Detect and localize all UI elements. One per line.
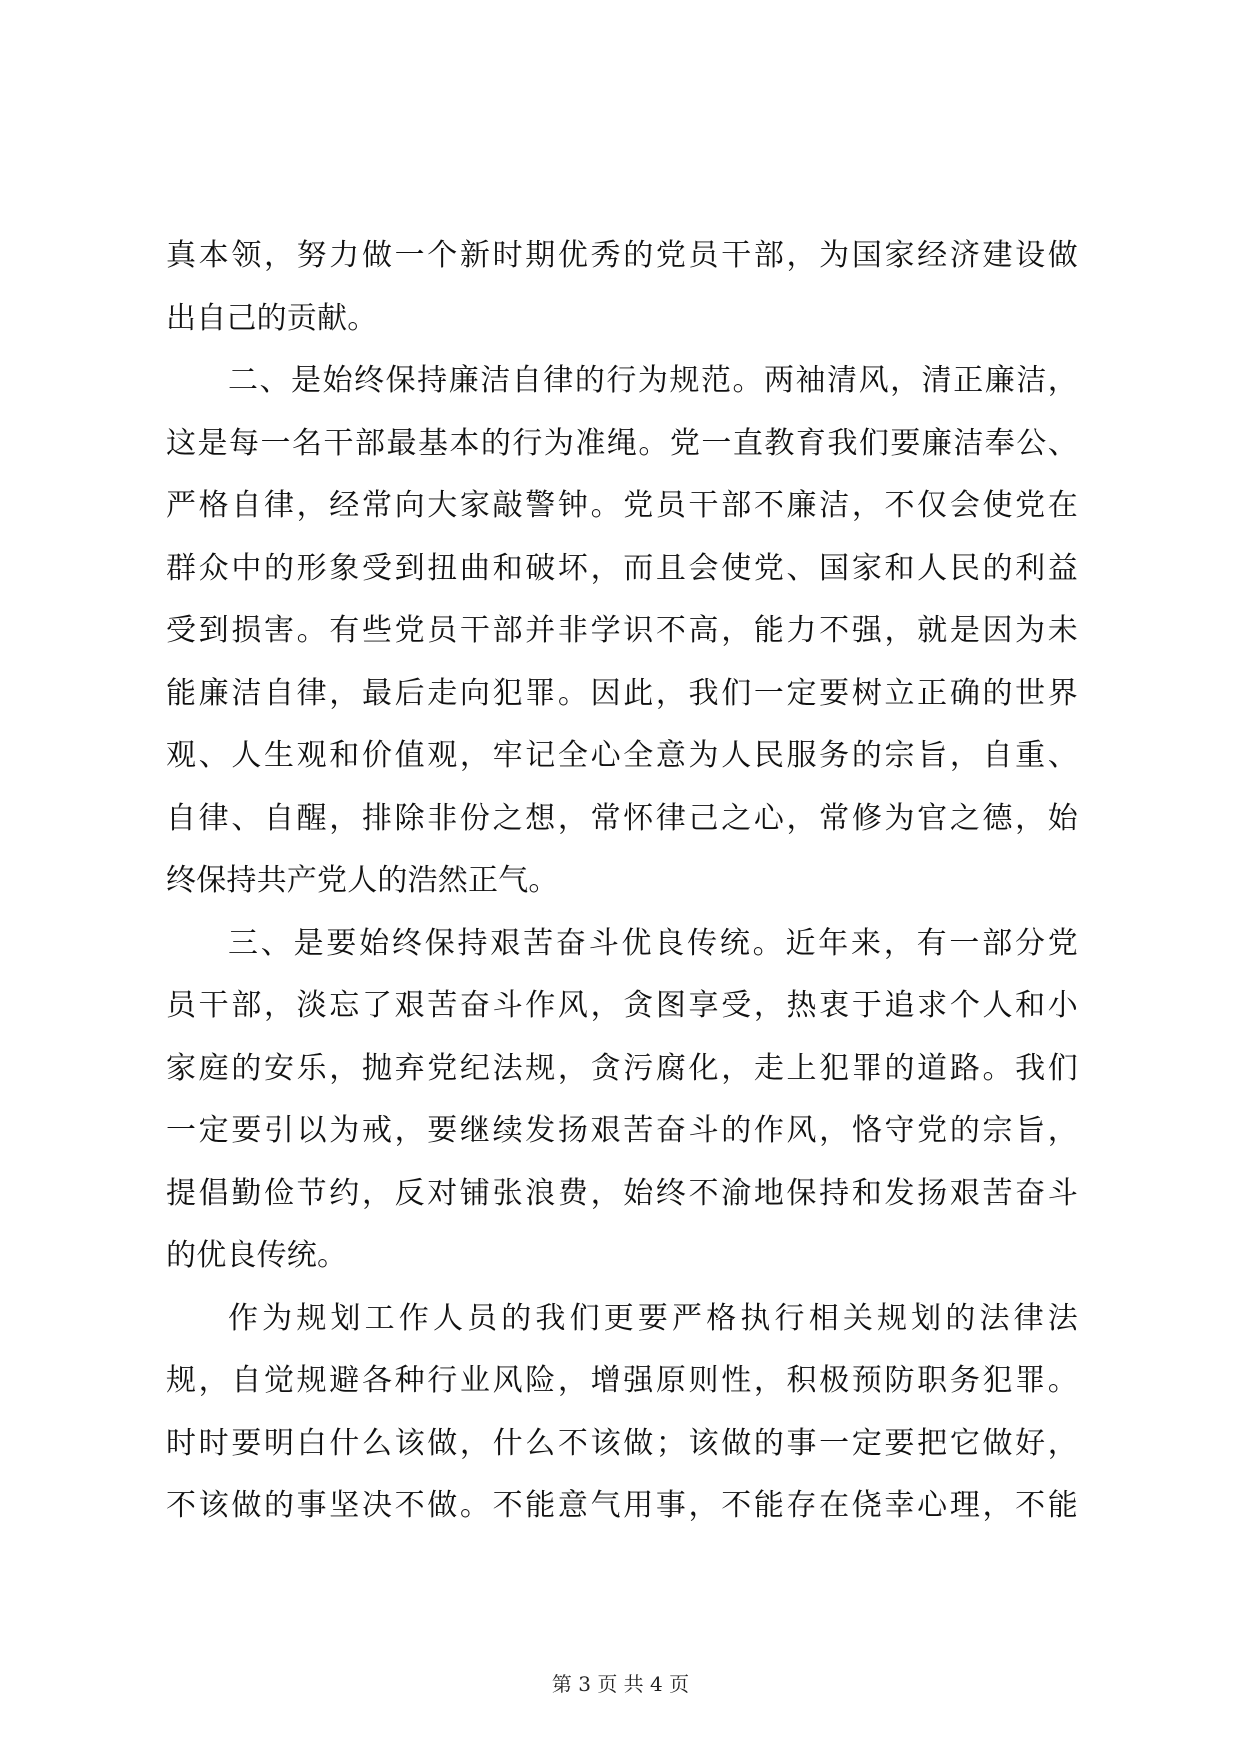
paragraph xyxy=(166,350,1078,913)
text-line: 能廉洁自律，最后走向犯罪。因此，我们一定要树立正确的世界 xyxy=(166,675,1078,711)
text-line: 这是每一名干部最基本的行为准绳。党一直教育我们要廉洁奉公、 xyxy=(166,425,1078,461)
text-line: 的优良传统。 xyxy=(166,1238,348,1273)
text-line: 自律、自醒，排除非份之想，常怀律己之心，常修为官之德，始 xyxy=(166,800,1078,836)
text-line: 一定要引以为戒，要继续发扬艰苦奋斗的作风，恪守党的宗旨， xyxy=(166,1113,1078,1148)
text-line: 提倡勤俭节约，反对铺张浪费，始终不渝地保持和发扬艰苦奋斗 xyxy=(166,1175,1078,1211)
text-line: 二、是始终保持廉洁自律的行为规范。两袖清风，清正廉洁， xyxy=(228,363,1078,398)
text-line: 真本领，努力做一个新时期优秀的党员干部，为国家经济建设做 xyxy=(166,238,1078,273)
text-line: 规，自觉规避各种行业风险，增强原则性，积极预防职务犯罪。 xyxy=(166,1363,1078,1398)
text-line: 家庭的安乐，抛弃党纪法规，贪污腐化，走上犯罪的道路。我们 xyxy=(166,1050,1078,1086)
text-line: 受到损害。有些党员干部并非学识不高，能力不强，就是因为未 xyxy=(166,613,1078,648)
document-body xyxy=(166,225,1078,1538)
text-line: 作为规划工作人员的我们更要严格执行相关规划的法律法 xyxy=(228,1300,1078,1336)
text-line: 时时要明白什么该做，什么不该做；该做的事一定要把它做好， xyxy=(166,1425,1078,1461)
text-line: 员干部，淡忘了艰苦奋斗作风，贪图享受，热衷于追求个人和小 xyxy=(166,988,1078,1023)
text-line: 观、人生观和价值观，牢记全心全意为人民服务的宗旨，自重、 xyxy=(166,738,1078,773)
text-line: 终保持共产党人的浩然正气。 xyxy=(166,863,559,898)
paragraph xyxy=(166,1288,1078,1538)
text-line: 三、是要始终保持艰苦奋斗优良传统。近年来，有一部分党 xyxy=(228,925,1078,961)
paragraph xyxy=(166,913,1078,1288)
paragraph xyxy=(166,225,1078,350)
text-line: 严格自律，经常向大家敲警钟。党员干部不廉洁，不仅会使党在 xyxy=(166,488,1078,523)
text-line: 出自己的贡献。 xyxy=(166,300,378,336)
text-line: 群众中的形象受到扭曲和破坏，而且会使党、国家和人民的利益 xyxy=(166,550,1078,586)
text-line: 不该做的事坚决不做。不能意气用事，不能存在侥幸心理，不能 xyxy=(166,1488,1078,1523)
page-footer: 第 3 页 共 4 页 xyxy=(551,1672,690,1696)
